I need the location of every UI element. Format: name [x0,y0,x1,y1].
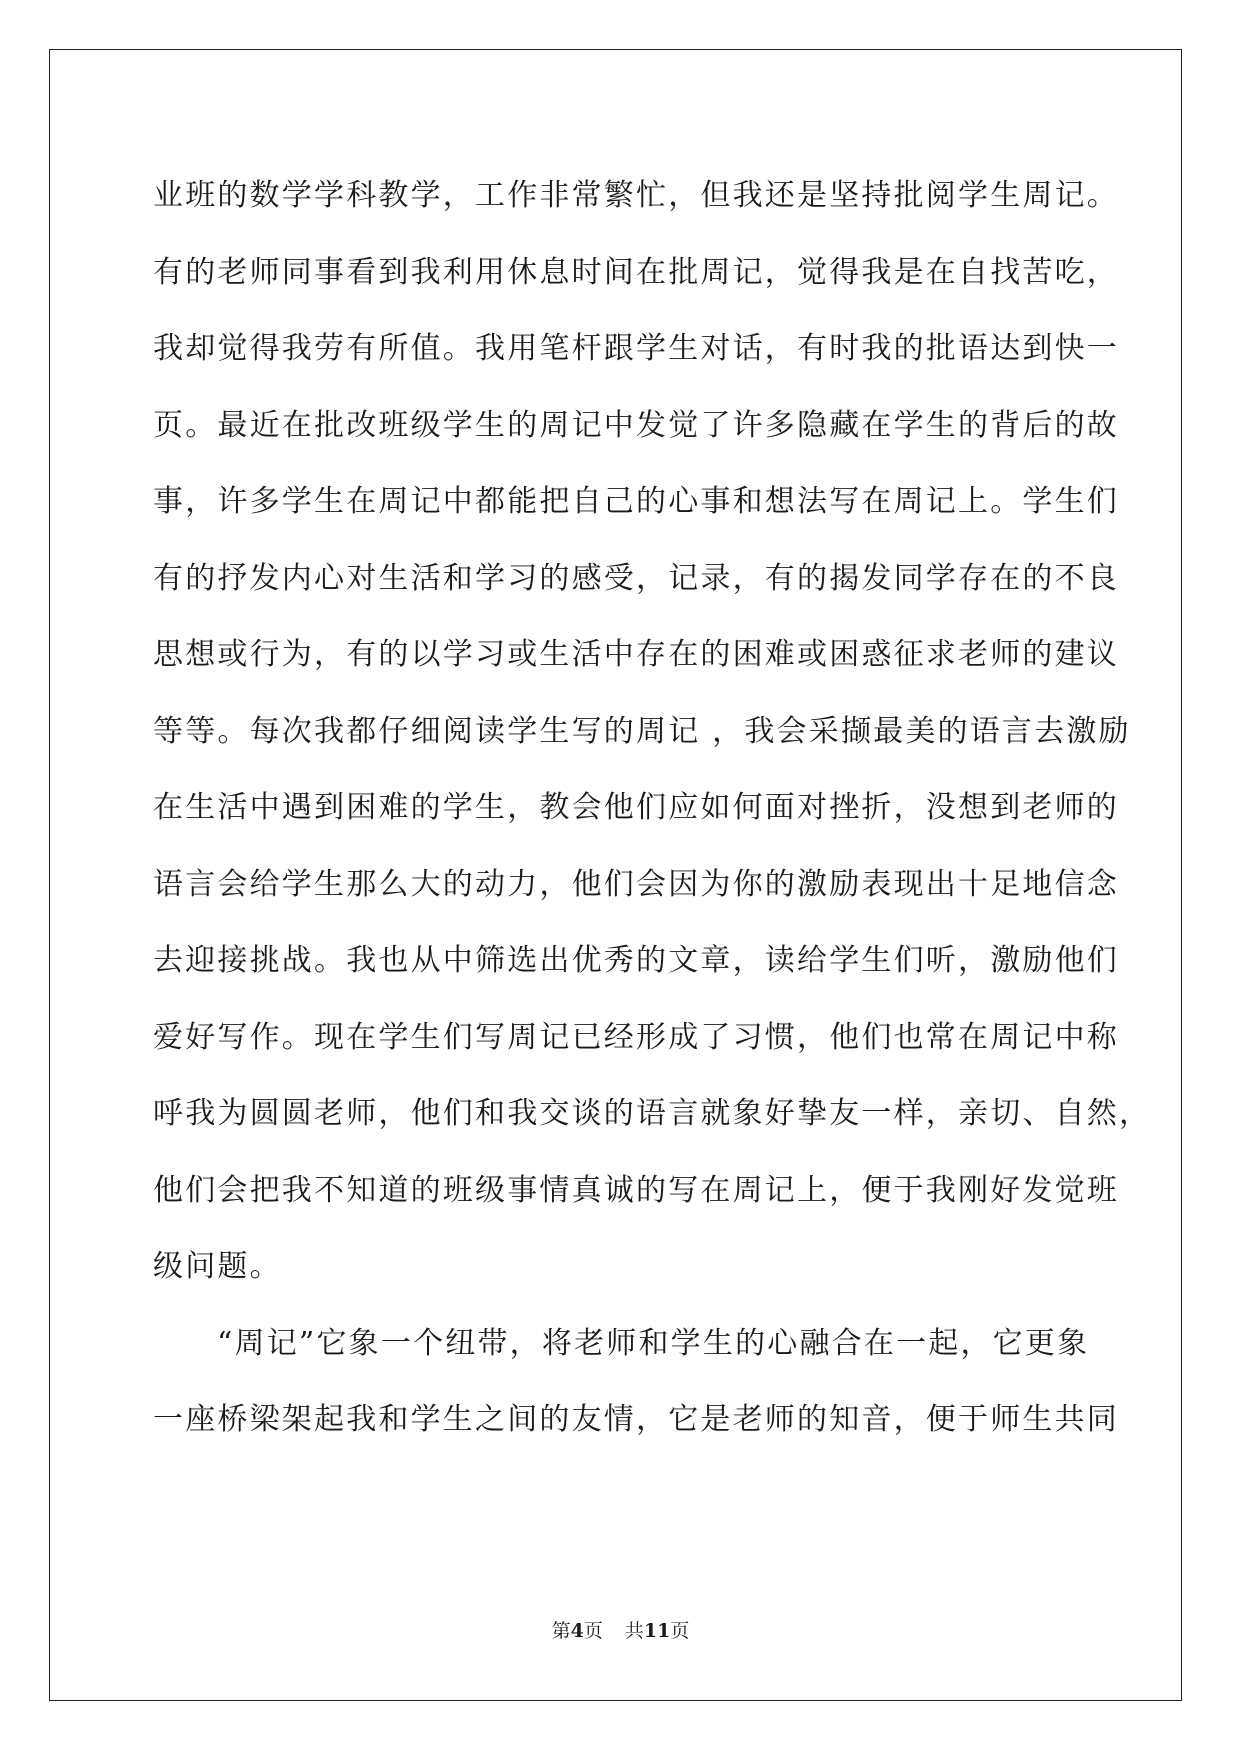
text-line: 有的抒发内心对生活和学习的感受，记录，有的揭发同学存在的不良 [153,560,1119,596]
text-line: 呼我为圆圆老师，他们和我交谈的语言就象好挚友一样，亲切、自然， [153,1096,1152,1131]
footer-total-pages: 11 [643,1620,671,1642]
text-line: 爱好写作。现在学生们写周记已经形成了习惯，他们也常在周记中称 [153,1019,1119,1055]
text-line: 事，许多学生在周记中都能把自己的心事和想法写在周记上。学生们 [153,484,1119,519]
paragraph-start-line: “周记”它象一个纽带，将老师和学生的心融合在一起，它更象 [217,1325,1090,1361]
footer-page-suffix: 页 [583,1620,603,1642]
text-line: 思想或行为，有的以学习或生活中存在的困难或困惑征求老师的建议 [153,637,1119,672]
text-line: 去迎接挑战。我也从中筛选出优秀的文章，读给学生们听，激励他们 [153,943,1119,978]
footer-total-prefix: 共 [624,1620,644,1642]
text-line: 有的老师同事看到我利用休息时间在批周记，觉得我是在自找苦吃， [153,254,1119,290]
text-line: 我却觉得我劳有所值。我用笔杆跟学生对话，有时我的批语达到快一 [153,331,1119,366]
footer-page-number: 4 [570,1620,584,1642]
footer-prefix: 第 [551,1620,571,1642]
text-line: 语言会给学生那么大的动力，他们会因为你的激励表现出十足地信念 [153,866,1119,902]
text-line: 页。最近在批改班级学生的周记中发觉了许多隐藏在学生的背后的故 [153,407,1119,443]
footer-total-suffix: 页 [670,1620,690,1642]
text-line: 业班的数学学科教学，工作非常繁忙，但我还是坚持批阅学生周记。 [153,178,1119,213]
text-line: 一座桥梁架起我和学生之间的友情，它是老师的知音，便于师生共同 [153,1402,1119,1437]
text-line: 他们会把我不知道的班级事情真诚的写在周记上，便于我刚好发觉班 [153,1172,1119,1208]
text-line: 等等。每次我都仔细阅读学生写的周记 ，我会采撷最美的语言去激励 [153,713,1131,749]
text-line: 在生活中遇到困难的学生，教会他们应如何面对挫折，没想到老师的 [153,790,1119,825]
text-line: 级问题。 [153,1249,282,1284]
document-body [153,158,1152,1459]
page-footer [0,1616,1241,1643]
